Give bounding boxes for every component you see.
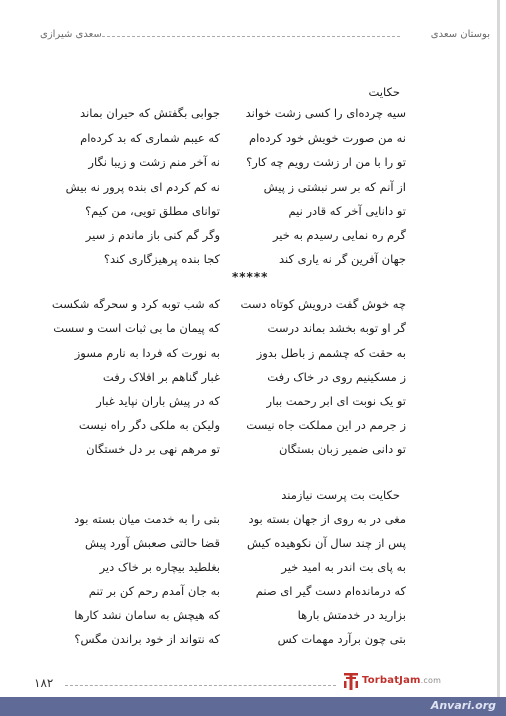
verse-right: جهان آفرین گر نه یاری کند bbox=[278, 252, 406, 266]
verse-left: توانای مطلق تویی، من کیم؟ bbox=[85, 204, 220, 218]
verse-right: نه من صورت خویش خود کرده‌ام bbox=[248, 131, 406, 145]
verse-right: ز جرمم در این مملکت جاه نیست bbox=[246, 418, 406, 432]
page-number: ۱۸۲ bbox=[34, 676, 54, 690]
verse-left: به نورت که فردا به نارم مسوز bbox=[74, 346, 220, 360]
verse-left: که در پیش باران نپاید غبار bbox=[96, 394, 220, 408]
verse-right: تو را با من ار زشت رویم چه کار؟ bbox=[246, 155, 406, 169]
verse-left: نه آخر منم زشت و زیبا نگار bbox=[88, 155, 220, 169]
verse-right: از آنم که بر سر نبشتی ز پیش bbox=[263, 180, 406, 194]
verse-right: به پای بت اندر به امید خیر bbox=[281, 560, 406, 574]
torbatjam-logo-icon bbox=[342, 671, 360, 691]
brand-logo[interactable] bbox=[342, 671, 452, 691]
verse-left: به جان آمدم رحم کن بر تنم bbox=[88, 584, 220, 598]
verse-left: که عیبم شماری که بد کرده‌ام bbox=[80, 131, 220, 145]
verse-right: تو دانی ضمیر زبان بستگان bbox=[278, 442, 406, 456]
verse-right: بتی چون برآرد مهمات کس bbox=[277, 632, 406, 646]
verse-left: جوابی بگفتش که حیران بماند bbox=[80, 106, 220, 120]
verse-right: بزارید در خدمتش بارها bbox=[297, 608, 406, 622]
brand-suffix: .com bbox=[420, 676, 442, 685]
verse-left: که پیمان ما بی ثبات است و سست bbox=[53, 321, 220, 335]
footer-rule bbox=[65, 685, 336, 686]
section-title: حکایت بت پرست نیازمند bbox=[281, 488, 400, 502]
verse-left: که هیچش به سامان نشد کارها bbox=[74, 608, 220, 622]
section-separator: ***** bbox=[232, 270, 269, 284]
verse-left: ولیکن به ملکی دگر راه نیست bbox=[78, 418, 220, 432]
verse-left: قضا حالتی صعبش آورد پیش bbox=[85, 536, 220, 550]
verse-right: به حقت که چشمم ز باطل بدوز bbox=[256, 346, 406, 360]
verse-left: که نتواند از خود براندن مگس؟ bbox=[74, 632, 220, 646]
header-rule bbox=[92, 36, 400, 37]
bottom-bar bbox=[0, 697, 506, 716]
verse-right: گرم ره نمایی رسیدم به خیر bbox=[272, 228, 406, 242]
verse-left: غبار گناهم بر افلاک رفت bbox=[102, 370, 220, 384]
verse-left: نه کم کردم ای بنده پرور نه بیش bbox=[65, 180, 220, 194]
verse-right: گر او توبه بخشد بماند درست bbox=[267, 321, 406, 335]
verse-right: مغی در به روی از جهان بسته بود bbox=[248, 512, 406, 526]
book-title: بوستان سعدی bbox=[430, 29, 490, 40]
verse-left: وگر گم کنی باز ماندم ز سیر bbox=[85, 228, 220, 242]
section-title: حکایت bbox=[368, 85, 400, 99]
verse-left: کجا بنده پرهیزگاری کند؟ bbox=[103, 252, 220, 266]
brand-text bbox=[362, 675, 441, 686]
verse-left: که شب توبه کرد و سحرگه شکست bbox=[51, 297, 220, 311]
brand-name: TorbatJam bbox=[362, 675, 421, 686]
watermark: Anvari.org bbox=[430, 699, 496, 712]
verse-right: پس از چند سال آن نکوهیده کیش bbox=[247, 536, 406, 550]
verse-left: بتی را به خدمت میان بسته بود bbox=[74, 512, 220, 526]
author-name: سعدی شیرازی bbox=[40, 29, 102, 40]
verse-right: سیه چرده‌ای را کسی زشت خواند bbox=[245, 106, 406, 120]
verse-left: تو مرهم نهی بر دل خستگان bbox=[86, 442, 220, 456]
verse-right: ز مسکینیم روی در خاک رفت bbox=[267, 370, 406, 384]
verse-left: بغلطید بیچاره بر خاک دیر bbox=[99, 560, 220, 574]
verse-right: که درمانده‌ام دست گیر ای صنم bbox=[255, 584, 406, 598]
page-header bbox=[40, 29, 490, 43]
verse-right: تو یک نوبت ای ابر رحمت ببار bbox=[266, 394, 406, 408]
verse-right: تو دانایی آخر که قادر نیم bbox=[288, 204, 406, 218]
verse-right: چه خوش گفت درویش کوتاه دست bbox=[240, 297, 406, 311]
page-edge-bar bbox=[497, 0, 500, 716]
